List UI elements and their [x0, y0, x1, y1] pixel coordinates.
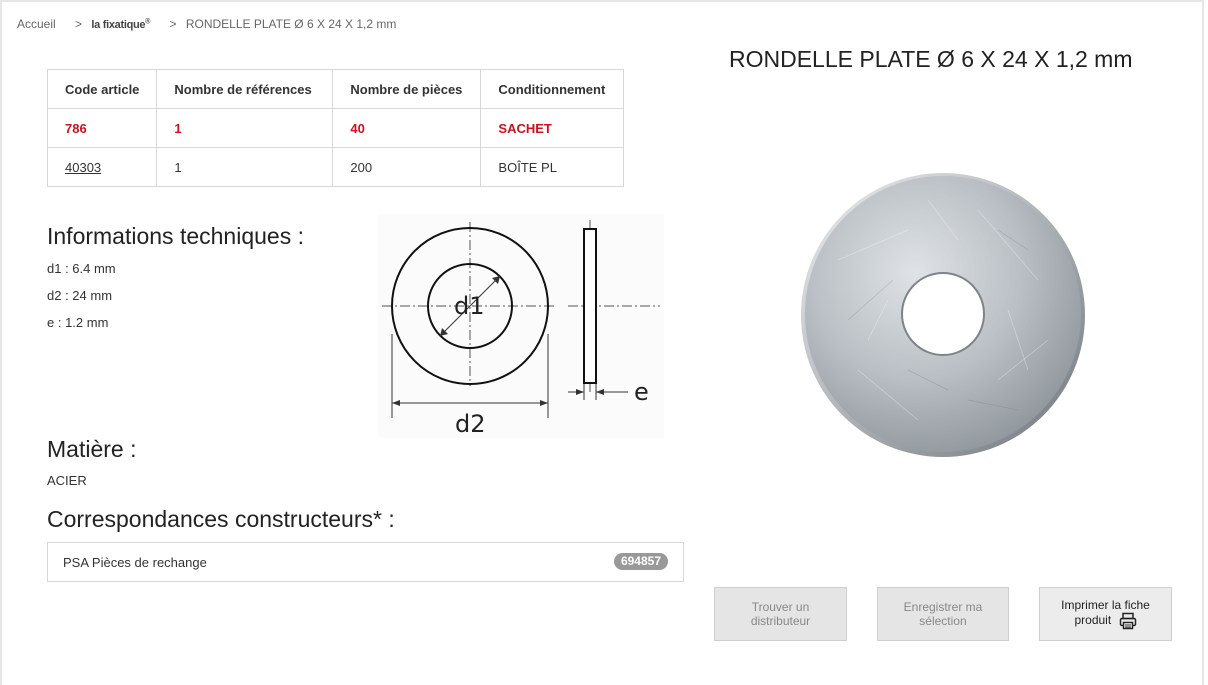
correspondances-title: Correspondances constructeurs* :: [47, 506, 395, 532]
cell-conditionnement: BOÎTE PL: [481, 148, 624, 187]
cell-nombre-references: 1: [157, 148, 333, 187]
find-distributor-label-line2: distributeur: [750, 614, 811, 628]
header-nombre-pieces: Nombre de pièces: [333, 70, 481, 109]
registered-mark: ®: [145, 18, 151, 26]
correspondance-item: [47, 542, 684, 582]
technical-info-title: Informations techniques :: [47, 223, 304, 249]
table-row-selected: [48, 109, 624, 148]
breadcrumb-brand[interactable]: [91, 19, 150, 31]
print-label-line2: produit: [1074, 613, 1112, 628]
diagram-label-d1: d1: [454, 292, 485, 320]
breadcrumb-separator: >: [169, 17, 177, 31]
spec-d2: d2 : 24 mm: [47, 288, 113, 303]
correspondance-ref-badge: 694857: [614, 553, 668, 570]
breadcrumb-home[interactable]: Accueil: [17, 17, 56, 31]
breadcrumb-separator: >: [75, 17, 83, 31]
save-selection-label-line2: sélection: [919, 614, 967, 628]
cell-conditionnement: SACHET: [481, 109, 624, 148]
washer-technical-diagram: [378, 214, 664, 438]
cell-code-article: 786: [48, 109, 157, 148]
correspondance-name: PSA Pièces de rechange: [63, 555, 207, 570]
breadcrumb-current: RONDELLE PLATE Ø 6 X 24 X 1,2 mm: [185, 17, 397, 31]
header-nombre-references: Nombre de références: [157, 70, 333, 109]
article-link[interactable]: 40303: [65, 159, 102, 175]
diagram-label-e: e: [634, 378, 649, 406]
material-value: ACIER: [47, 473, 87, 488]
spec-e: e : 1.2 mm: [47, 315, 109, 330]
header-code-article: Code article: [48, 70, 157, 109]
breadcrumb: [17, 17, 396, 31]
diagram-label-d2: d2: [455, 410, 486, 438]
save-selection-button[interactable]: [877, 587, 1009, 641]
print-sheet-button[interactable]: [1039, 587, 1172, 641]
find-distributor-button[interactable]: [714, 587, 847, 641]
save-selection-label-line1: Enregistrer ma: [903, 600, 983, 614]
find-distributor-label-line1: Trouver un: [751, 600, 810, 614]
product-photo: [798, 170, 1088, 460]
printer-icon: [1119, 612, 1137, 630]
spec-d1: d1 : 6.4 mm: [47, 261, 116, 276]
cell-nombre-pieces: 40: [333, 109, 481, 148]
cell-nombre-references: 1: [157, 109, 333, 148]
cell-nombre-pieces: 200: [333, 148, 481, 187]
table-row: [48, 148, 624, 187]
cell-code-article: [48, 148, 157, 187]
table-header-row: [48, 70, 624, 109]
references-table: [47, 69, 624, 187]
brand-name: la fixatique: [91, 19, 146, 31]
product-title: RONDELLE PLATE Ø 6 X 24 X 1,2 mm: [729, 46, 1133, 72]
print-label-line1: Imprimer la fiche: [1061, 598, 1150, 612]
header-conditionnement: Conditionnement: [481, 70, 624, 109]
material-title: Matière :: [47, 436, 137, 462]
